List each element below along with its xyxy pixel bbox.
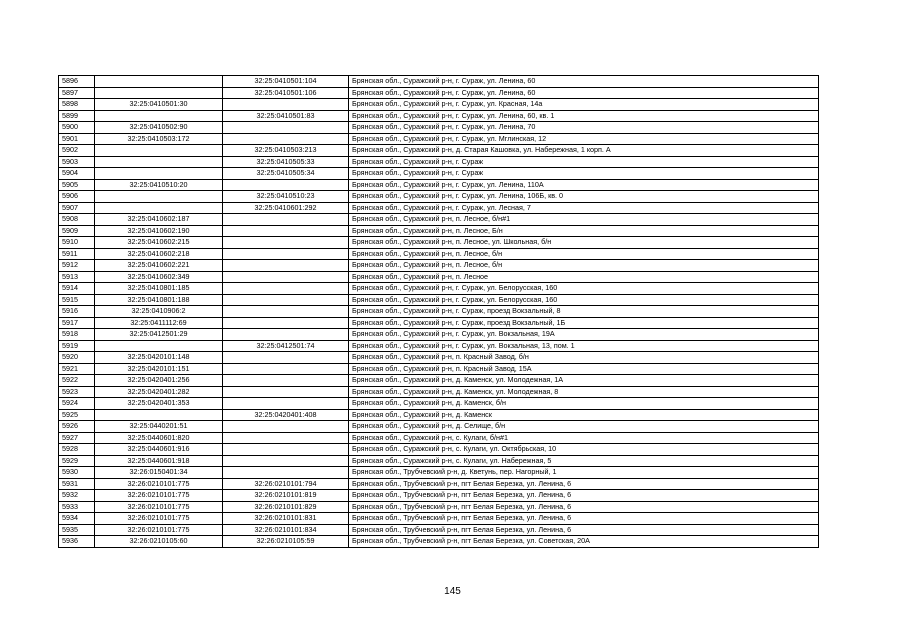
- table-row: [59, 340, 819, 352]
- building-cadastral-number-cell: [223, 455, 349, 467]
- table-row: [59, 409, 819, 421]
- table-row: [59, 179, 819, 191]
- building-cadastral-number-cell: 32:26:0210101:794: [223, 478, 349, 490]
- land-cadastral-number-cell: 32:26:0150401:34: [95, 467, 223, 479]
- land-cadastral-number-cell: [95, 409, 223, 421]
- land-cadastral-number-cell: 32:25:0410510:20: [95, 179, 223, 191]
- land-cadastral-number-cell: 32:25:0410602:190: [95, 225, 223, 237]
- row-number-cell: 5915: [59, 294, 95, 306]
- row-number-cell: 5936: [59, 536, 95, 548]
- building-cadastral-number-cell: [223, 398, 349, 410]
- address-cell: Брянская обл., Суражский р-н, г. Сураж, ул. Лесная, 7: [349, 202, 819, 214]
- land-cadastral-number-cell: [95, 202, 223, 214]
- land-cadastral-number-cell: [95, 168, 223, 180]
- building-cadastral-number-cell: 32:26:0210101:834: [223, 524, 349, 536]
- row-number-cell: 5935: [59, 524, 95, 536]
- row-number-cell: 5899: [59, 110, 95, 122]
- table-row: [59, 398, 819, 410]
- address-cell: Брянская обл., Суражский р-н, г. Сураж, ул. Вокзальная, 13, пом. 1: [349, 340, 819, 352]
- address-cell: Брянская обл., Суражский р-н, г. Сураж, ул. Ленина, 60: [349, 87, 819, 99]
- address-cell: Брянская обл., Суражский р-н, г. Сураж, ул. Ленина, 60: [349, 76, 819, 88]
- land-cadastral-number-cell: [95, 191, 223, 203]
- table-row: [59, 248, 819, 260]
- address-cell: Брянская обл., Трубчевский р-н, пгт Белая Березка, ул. Ленина, 6: [349, 478, 819, 490]
- building-cadastral-number-cell: [223, 444, 349, 456]
- building-cadastral-number-cell: 32:25:0410505:33: [223, 156, 349, 168]
- land-cadastral-number-cell: 32:25:0410602:221: [95, 260, 223, 272]
- address-cell: Брянская обл., Суражский р-н, г. Сураж, ул. Вокзальная, 19А: [349, 329, 819, 341]
- building-cadastral-number-cell: [223, 248, 349, 260]
- table-row: [59, 156, 819, 168]
- row-number-cell: 5921: [59, 363, 95, 375]
- address-cell: Брянская обл., Суражский р-н, г. Сураж: [349, 156, 819, 168]
- building-cadastral-number-cell: 32:26:0210101:829: [223, 501, 349, 513]
- address-cell: Брянская обл., Суражский р-н, п. Красный Завод, 15А: [349, 363, 819, 375]
- row-number-cell: 5914: [59, 283, 95, 295]
- building-cadastral-number-cell: [223, 375, 349, 387]
- building-cadastral-number-cell: [223, 214, 349, 226]
- row-number-cell: 5901: [59, 133, 95, 145]
- table-row: [59, 386, 819, 398]
- land-cadastral-number-cell: 32:26:0210105:60: [95, 536, 223, 548]
- building-cadastral-number-cell: [223, 352, 349, 364]
- building-cadastral-number-cell: 32:25:0410501:104: [223, 76, 349, 88]
- row-number-cell: 5930: [59, 467, 95, 479]
- building-cadastral-number-cell: [223, 467, 349, 479]
- building-cadastral-number-cell: 32:25:0412501:74: [223, 340, 349, 352]
- address-cell: Брянская обл., Суражский р-н, г. Сураж, проезд Вокзальный, 1Б: [349, 317, 819, 329]
- row-number-cell: 5900: [59, 122, 95, 134]
- row-number-cell: 5902: [59, 145, 95, 157]
- table-row: [59, 421, 819, 433]
- table-row: [59, 363, 819, 375]
- address-cell: Брянская обл., Трубчевский р-н, пгт Белая Березка, ул. Ленина, 6: [349, 501, 819, 513]
- building-cadastral-number-cell: 32:25:0410501:83: [223, 110, 349, 122]
- building-cadastral-number-cell: [223, 260, 349, 272]
- row-number-cell: 5920: [59, 352, 95, 364]
- land-cadastral-number-cell: 32:26:0210101:775: [95, 513, 223, 525]
- building-cadastral-number-cell: 32:26:0210101:819: [223, 490, 349, 502]
- address-cell: Брянская обл., Суражский р-н, д. Каменск: [349, 409, 819, 421]
- row-number-cell: 5911: [59, 248, 95, 260]
- land-cadastral-number-cell: 32:26:0210101:775: [95, 490, 223, 502]
- row-number-cell: 5929: [59, 455, 95, 467]
- address-cell: Брянская обл., Суражский р-н, п. Красный Завод, б/н: [349, 352, 819, 364]
- address-cell: Брянская обл., Трубчевский р-н, пгт Белая Березка, ул. Ленина, 6: [349, 524, 819, 536]
- row-number-cell: 5931: [59, 478, 95, 490]
- table-row: [59, 306, 819, 318]
- land-cadastral-number-cell: [95, 145, 223, 157]
- row-number-cell: 5904: [59, 168, 95, 180]
- address-cell: Брянская обл., Суражский р-н, п. Лесное: [349, 271, 819, 283]
- land-cadastral-number-cell: 32:25:0410602:187: [95, 214, 223, 226]
- row-number-cell: 5909: [59, 225, 95, 237]
- building-cadastral-number-cell: [223, 317, 349, 329]
- land-cadastral-number-cell: [95, 87, 223, 99]
- address-cell: Брянская обл., Суражский р-н, п. Лесное, б/н: [349, 248, 819, 260]
- land-cadastral-number-cell: 32:25:0420101:151: [95, 363, 223, 375]
- table-row: [59, 352, 819, 364]
- row-number-cell: 5922: [59, 375, 95, 387]
- table-row: [59, 225, 819, 237]
- building-cadastral-number-cell: 32:25:0410601:292: [223, 202, 349, 214]
- land-cadastral-number-cell: 32:25:0440601:820: [95, 432, 223, 444]
- address-cell: Брянская обл., Суражский р-н, г. Сураж, ул. Красная, 14а: [349, 99, 819, 111]
- building-cadastral-number-cell: [223, 421, 349, 433]
- table-row: [59, 455, 819, 467]
- building-cadastral-number-cell: [223, 386, 349, 398]
- land-cadastral-number-cell: 32:25:0440601:918: [95, 455, 223, 467]
- building-cadastral-number-cell: [223, 99, 349, 111]
- address-cell: Брянская обл., Суражский р-н, г. Сураж, ул. Ленина, 110А: [349, 179, 819, 191]
- row-number-cell: 5934: [59, 513, 95, 525]
- building-cadastral-number-cell: 32:26:0210105:59: [223, 536, 349, 548]
- address-cell: Брянская обл., Трубчевский р-н, пгт Белая Березка, ул. Ленина, 6: [349, 490, 819, 502]
- building-cadastral-number-cell: [223, 329, 349, 341]
- land-cadastral-number-cell: 32:25:0410801:185: [95, 283, 223, 295]
- table-row: [59, 191, 819, 203]
- land-cadastral-number-cell: 32:25:0412501:29: [95, 329, 223, 341]
- table-row: [59, 478, 819, 490]
- row-number-cell: 5910: [59, 237, 95, 249]
- building-cadastral-number-cell: [223, 283, 349, 295]
- address-cell: Брянская обл., Суражский р-н, п. Лесное, б/н: [349, 260, 819, 272]
- row-number-cell: 5925: [59, 409, 95, 421]
- land-cadastral-number-cell: 32:25:0410502:90: [95, 122, 223, 134]
- building-cadastral-number-cell: 32:25:0410503:213: [223, 145, 349, 157]
- land-cadastral-number-cell: 32:25:0420401:282: [95, 386, 223, 398]
- building-cadastral-number-cell: [223, 133, 349, 145]
- address-cell: Брянская обл., Суражский р-н, п. Лесное, б/н#1: [349, 214, 819, 226]
- table-row: [59, 122, 819, 134]
- address-cell: Брянская обл., Суражский р-н, г. Сураж, ул. Белорусская, 160: [349, 294, 819, 306]
- land-cadastral-number-cell: 32:25:0410602:218: [95, 248, 223, 260]
- table-row: [59, 432, 819, 444]
- row-number-cell: 5903: [59, 156, 95, 168]
- table-row: [59, 490, 819, 502]
- address-cell: Брянская обл., Трубчевский р-н, пгт Белая Березка, ул. Ленина, 6: [349, 513, 819, 525]
- table-row: [59, 467, 819, 479]
- table-row: [59, 501, 819, 513]
- land-cadastral-number-cell: [95, 76, 223, 88]
- row-number-cell: 5907: [59, 202, 95, 214]
- address-cell: Брянская обл., Суражский р-н, г. Сураж, ул. Белорусская, 160: [349, 283, 819, 295]
- row-number-cell: 5913: [59, 271, 95, 283]
- address-cell: Брянская обл., Суражский р-н, г. Сураж, ул. Мглинская, 12: [349, 133, 819, 145]
- row-number-cell: 5916: [59, 306, 95, 318]
- address-cell: Брянская обл., Суражский р-н, п. Лесное, ул. Школьная, б/н: [349, 237, 819, 249]
- building-cadastral-number-cell: 32:25:0410510:23: [223, 191, 349, 203]
- row-number-cell: 5923: [59, 386, 95, 398]
- table-row: [59, 133, 819, 145]
- table-row: [59, 375, 819, 387]
- land-cadastral-number-cell: 32:25:0410906:2: [95, 306, 223, 318]
- address-cell: Брянская обл., Суражский р-н, д. Селище, б/н: [349, 421, 819, 433]
- table-row: [59, 202, 819, 214]
- table-row: [59, 513, 819, 525]
- land-cadastral-number-cell: 32:25:0410801:188: [95, 294, 223, 306]
- row-number-cell: 5906: [59, 191, 95, 203]
- row-number-cell: 5896: [59, 76, 95, 88]
- table-row: [59, 536, 819, 548]
- address-cell: Брянская обл., Суражский р-н, г. Сураж, проезд Вокзальный, 8: [349, 306, 819, 318]
- table-row: [59, 283, 819, 295]
- land-cadastral-number-cell: 32:25:0411112:69: [95, 317, 223, 329]
- table-row: [59, 260, 819, 272]
- table-row: [59, 237, 819, 249]
- address-cell: Брянская обл., Суражский р-н, д. Каменск, ул. Молодежная, 8: [349, 386, 819, 398]
- land-cadastral-number-cell: 32:25:0440601:916: [95, 444, 223, 456]
- land-cadastral-number-cell: 32:26:0210101:775: [95, 524, 223, 536]
- building-cadastral-number-cell: 32:26:0210101:831: [223, 513, 349, 525]
- building-cadastral-number-cell: [223, 122, 349, 134]
- table-row: [59, 317, 819, 329]
- row-number-cell: 5917: [59, 317, 95, 329]
- building-cadastral-number-cell: [223, 432, 349, 444]
- land-cadastral-number-cell: 32:25:0420101:148: [95, 352, 223, 364]
- address-cell: Брянская обл., Суражский р-н, с. Кулаги, ул. Набережная, 5: [349, 455, 819, 467]
- table-row: [59, 214, 819, 226]
- building-cadastral-number-cell: 32:25:0410505:34: [223, 168, 349, 180]
- land-cadastral-number-cell: [95, 110, 223, 122]
- row-number-cell: 5932: [59, 490, 95, 502]
- row-number-cell: 5908: [59, 214, 95, 226]
- address-cell: Брянская обл., Трубчевский р-н, пгт Белая Березка, ул. Советская, 20А: [349, 536, 819, 548]
- row-number-cell: 5928: [59, 444, 95, 456]
- row-number-cell: 5926: [59, 421, 95, 433]
- table-row: [59, 76, 819, 88]
- page-number: 145: [444, 586, 461, 597]
- building-cadastral-number-cell: [223, 306, 349, 318]
- address-cell: Брянская обл., Суражский р-н, с. Кулаги, б/н#1: [349, 432, 819, 444]
- row-number-cell: 5919: [59, 340, 95, 352]
- address-cell: Брянская обл., Суражский р-н, г. Сураж, ул. Ленина, 60, кв. 1: [349, 110, 819, 122]
- table-row: [59, 110, 819, 122]
- table-row: [59, 294, 819, 306]
- row-number-cell: 5924: [59, 398, 95, 410]
- address-cell: Брянская обл., Суражский р-н, д. Каменск, б/н: [349, 398, 819, 410]
- table-body: [59, 76, 819, 548]
- building-cadastral-number-cell: [223, 179, 349, 191]
- table-row: [59, 99, 819, 111]
- address-cell: Брянская обл., Суражский р-н, д. Каменск, ул. Молодежная, 1А: [349, 375, 819, 387]
- building-cadastral-number-cell: 32:25:0420401:408: [223, 409, 349, 421]
- row-number-cell: 5898: [59, 99, 95, 111]
- address-cell: Брянская обл., Суражский р-н, г. Сураж: [349, 168, 819, 180]
- row-number-cell: 5918: [59, 329, 95, 341]
- address-cell: Брянская обл., Суражский р-н, г. Сураж, ул. Ленина, 106Б, кв. 0: [349, 191, 819, 203]
- building-cadastral-number-cell: [223, 225, 349, 237]
- land-cadastral-number-cell: 32:25:0440201:51: [95, 421, 223, 433]
- building-cadastral-number-cell: [223, 237, 349, 249]
- address-cell: Брянская обл., Суражский р-н, п. Лесное, Б/н: [349, 225, 819, 237]
- table-row: [59, 444, 819, 456]
- land-cadastral-number-cell: 32:25:0410602:349: [95, 271, 223, 283]
- land-cadastral-number-cell: 32:26:0210101:775: [95, 478, 223, 490]
- row-number-cell: 5927: [59, 432, 95, 444]
- row-number-cell: 5905: [59, 179, 95, 191]
- land-cadastral-number-cell: 32:25:0410602:215: [95, 237, 223, 249]
- building-cadastral-number-cell: 32:25:0410501:106: [223, 87, 349, 99]
- table-row: [59, 524, 819, 536]
- row-number-cell: 5897: [59, 87, 95, 99]
- table-row: [59, 271, 819, 283]
- address-cell: Брянская обл., Суражский р-н, д. Старая Кашовка, ул. Набережная, 1 корп. А: [349, 145, 819, 157]
- table-row: [59, 87, 819, 99]
- building-cadastral-number-cell: [223, 294, 349, 306]
- land-cadastral-number-cell: 32:25:0420401:256: [95, 375, 223, 387]
- row-number-cell: 5933: [59, 501, 95, 513]
- land-cadastral-number-cell: [95, 340, 223, 352]
- table-row: [59, 168, 819, 180]
- address-cell: Брянская обл., Трубчевский р-н, д. Кветунь, пер. Нагорный, 1: [349, 467, 819, 479]
- land-cadastral-number-cell: [95, 156, 223, 168]
- land-cadastral-number-cell: 32:25:0410501:30: [95, 99, 223, 111]
- table-row: [59, 145, 819, 157]
- land-cadastral-number-cell: 32:25:0420401:353: [95, 398, 223, 410]
- land-cadastral-number-cell: 32:26:0210101:775: [95, 501, 223, 513]
- building-cadastral-number-cell: [223, 271, 349, 283]
- address-cell: Брянская обл., Суражский р-н, с. Кулаги, ул. Октябрьская, 10: [349, 444, 819, 456]
- row-number-cell: 5912: [59, 260, 95, 272]
- address-cell: Брянская обл., Суражский р-н, г. Сураж, ул. Ленина, 70: [349, 122, 819, 134]
- land-cadastral-number-cell: 32:25:0410503:172: [95, 133, 223, 145]
- table-row: [59, 329, 819, 341]
- property-register-table: [58, 75, 819, 548]
- building-cadastral-number-cell: [223, 363, 349, 375]
